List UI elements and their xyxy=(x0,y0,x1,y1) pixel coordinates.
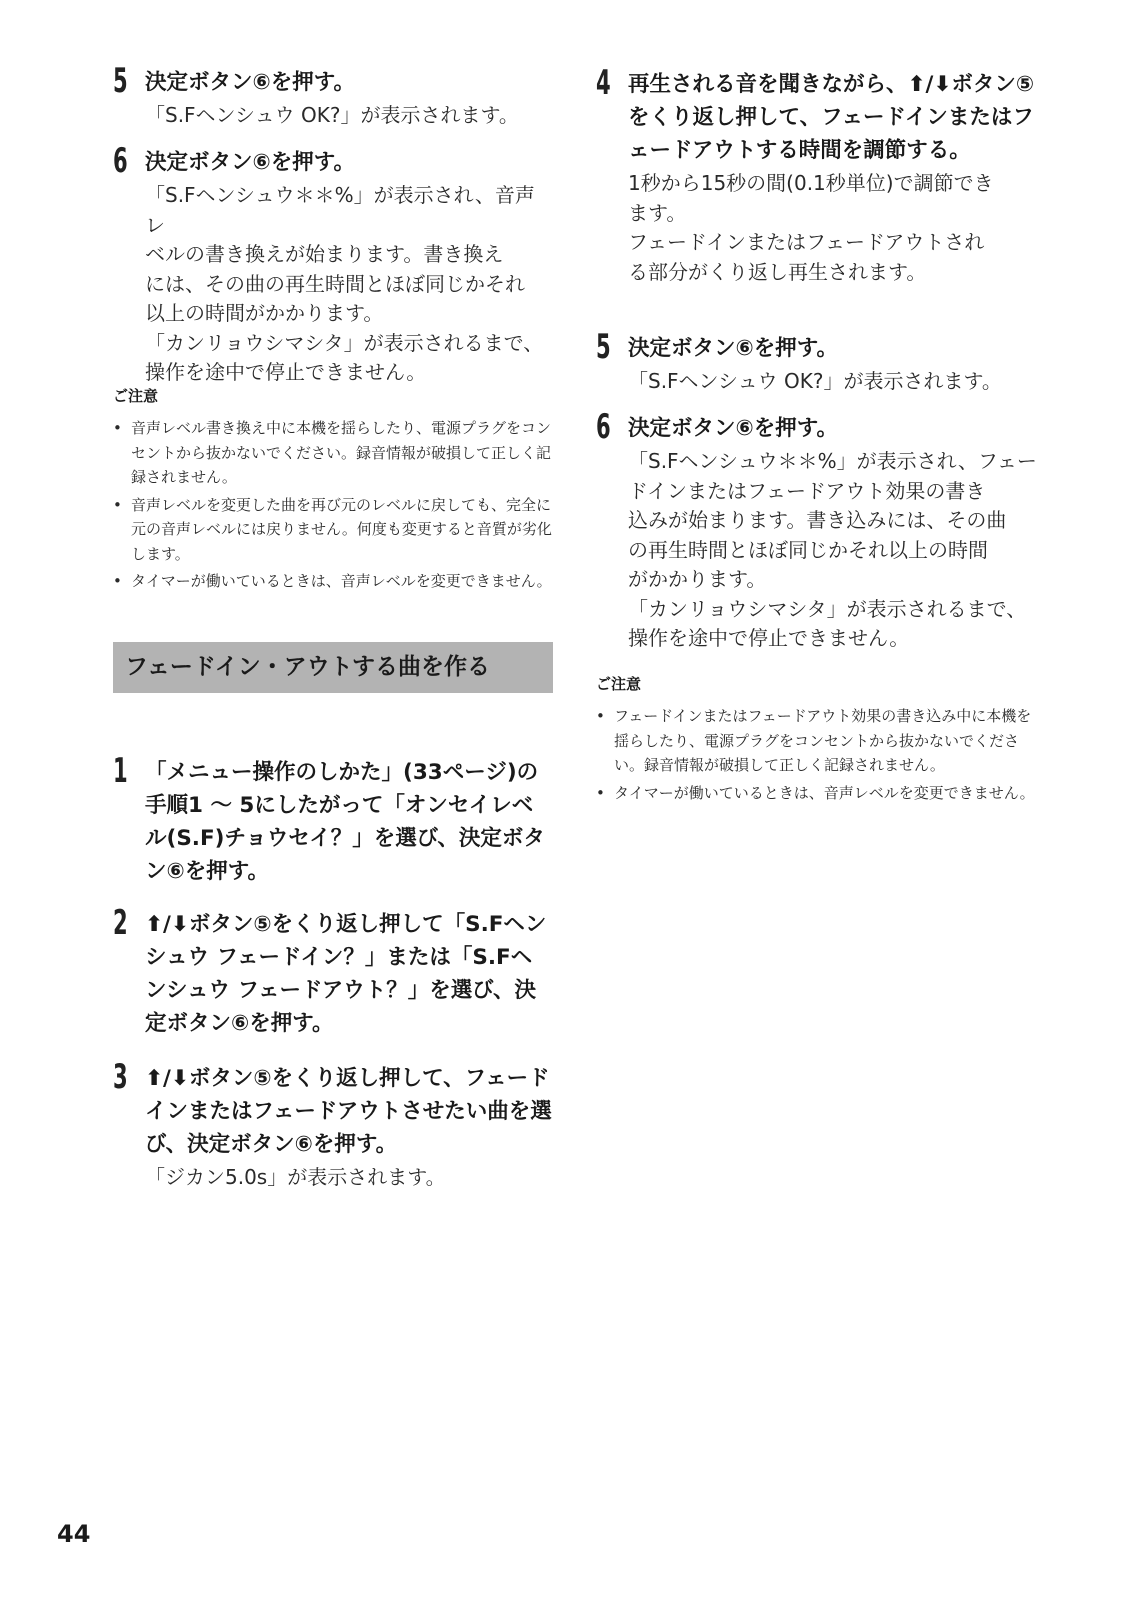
step-body-line: 「S.Fヘンシュウ OK?」が表示されます。 xyxy=(145,103,519,127)
step-3 xyxy=(113,1057,553,1193)
note-item xyxy=(596,704,1042,778)
step-body-line: 「S.Fヘンシュウ＊＊%」が表示され、フェー xyxy=(628,449,1037,473)
step-title: 決定ボタン⑥を押す。 xyxy=(145,70,355,95)
step-number: 2 xyxy=(113,903,128,943)
note-item xyxy=(596,781,1042,806)
step-6-left xyxy=(113,141,553,388)
note-title: ご注意 xyxy=(113,387,159,405)
step-body xyxy=(628,169,1042,287)
step-number: 5 xyxy=(596,327,611,367)
step-body-line: には、その曲の再生時間とほぼ同じかそれ xyxy=(145,271,525,296)
note-text: タイマーが働いているときは、音声レベルを変更できません。 xyxy=(614,783,1035,802)
step-number: 6 xyxy=(113,141,128,181)
step-body-line: の再生時間とほぼ同じかそれ以上の時間 xyxy=(628,537,988,562)
step-body-line: 込みが始まります。書き込みには、その曲 xyxy=(628,508,1007,532)
step-title: 決定ボタン⑥を押す。 xyxy=(145,150,355,175)
step-number: 6 xyxy=(596,407,611,447)
step-body-line: 操作を途中で停止できません。 xyxy=(145,360,427,384)
section-title: フェードイン・アウトする曲を作る xyxy=(125,654,491,680)
step-body-line: 以上の時間がかかります。 xyxy=(145,301,384,325)
note-text: フェードインまたはフェードアウト効果の書き込み中に本機を揺らしたり、電源プラグをコンセントから抜かないでください。録音情報が破損して正しく記録されません。 xyxy=(614,707,1032,774)
section-heading-box xyxy=(113,642,553,693)
page-number: 44 xyxy=(57,1520,91,1548)
note-item xyxy=(113,493,553,567)
step-body-line: 操作を途中で停止できません。 xyxy=(628,626,910,650)
step-5-right xyxy=(596,327,1042,397)
step-number: 3 xyxy=(113,1057,128,1097)
step-body-line: ベルの書き換えが始まります。書き換え xyxy=(145,242,504,266)
step-body-line: 「ジカン5.0s」が表示されます。 xyxy=(145,1165,446,1189)
step-body-line: 「カンリョウシマシタ」が表示されるまで、 xyxy=(145,330,544,355)
step-title: ⬆/⬇ボタン⑤をくり返し押して「S.Fヘンシュウ フェードイン？」または「S.Fヘンシュウ フェードアウト？」を選び、決定ボタン⑥を押す。 xyxy=(145,912,547,1036)
step-title: 「メニュー操作のしかた」(33ページ)の手順1 ～ 5にしたがって「オンセイレベル(S.F)チョウセイ？」を選び、決定ボタン⑥を押す。 xyxy=(145,760,545,884)
step-number: 5 xyxy=(113,61,128,101)
caution-note-left xyxy=(113,384,553,597)
step-body-line: る部分がくり返し再生されます。 xyxy=(628,259,927,284)
step-title: ⬆/⬇ボタン⑤をくり返し押して、フェードインまたはフェードアウトさせたい曲を選び、決定ボタン⑥を押す。 xyxy=(145,1066,552,1157)
step-body xyxy=(145,101,553,131)
bullet-icon: • xyxy=(113,419,122,437)
step-5-left xyxy=(113,61,553,131)
step-title: 決定ボタン⑥を押す。 xyxy=(628,416,838,441)
step-1 xyxy=(113,751,553,888)
caution-note-right xyxy=(596,672,1042,808)
note-title: ご注意 xyxy=(596,675,642,693)
step-number: 1 xyxy=(113,751,128,791)
step-4 xyxy=(596,63,1042,287)
note-text: 音声レベルを変更した曲を再び元のレベルに戻しても、完全に元の音声レベルには戻りません。何度も変更すると音質が劣化します。 xyxy=(131,495,552,563)
step-body-line: フェードインまたはフェードアウトされ xyxy=(628,230,985,254)
bullet-icon: • xyxy=(113,495,122,514)
note-item xyxy=(113,569,553,594)
step-body xyxy=(628,447,1042,654)
step-body-line: 「S.Fヘンシュウ OK?」が表示されます。 xyxy=(628,369,1002,393)
step-body-line: ドインまたはフェードアウト効果の書き xyxy=(628,478,986,503)
note-item xyxy=(113,416,553,490)
step-number: 4 xyxy=(596,63,611,103)
step-title: 再生される音を聞きながら、⬆/⬇ボタン⑤をくり返し押して、フェードインまたはフェードアウトする時間を調節する。 xyxy=(628,72,1035,163)
note-text: 音声レベル書き換え中に本機を揺らしたり、電源プラグをコンセントから抜かないでください。録音情報が破損して正しく記録されません。 xyxy=(131,419,552,486)
step-body-line: 「カンリョウシマシタ」が表示されるまで、 xyxy=(628,596,1027,621)
step-body xyxy=(145,1163,553,1193)
step-body-line: がかかります。 xyxy=(628,567,767,591)
bullet-icon: • xyxy=(113,572,122,590)
bullet-icon: • xyxy=(596,783,605,802)
note-text: タイマーが働いているときは、音声レベルを変更できません。 xyxy=(131,572,552,590)
step-body xyxy=(628,367,1042,397)
step-body xyxy=(145,181,553,388)
note-list xyxy=(596,704,1042,805)
note-list xyxy=(113,416,553,594)
bullet-icon: • xyxy=(596,707,605,725)
step-body-line: 1秒から15秒の間(0.1秒単位)で調節でき xyxy=(628,171,994,195)
step-body-line: ます。 xyxy=(628,200,687,225)
step-body-line: 「S.Fヘンシュウ＊＊%」が表示され、音声レ xyxy=(145,183,535,237)
step-2 xyxy=(113,903,553,1040)
step-title: 決定ボタン⑥を押す。 xyxy=(628,336,838,361)
step-6-right xyxy=(596,407,1042,654)
